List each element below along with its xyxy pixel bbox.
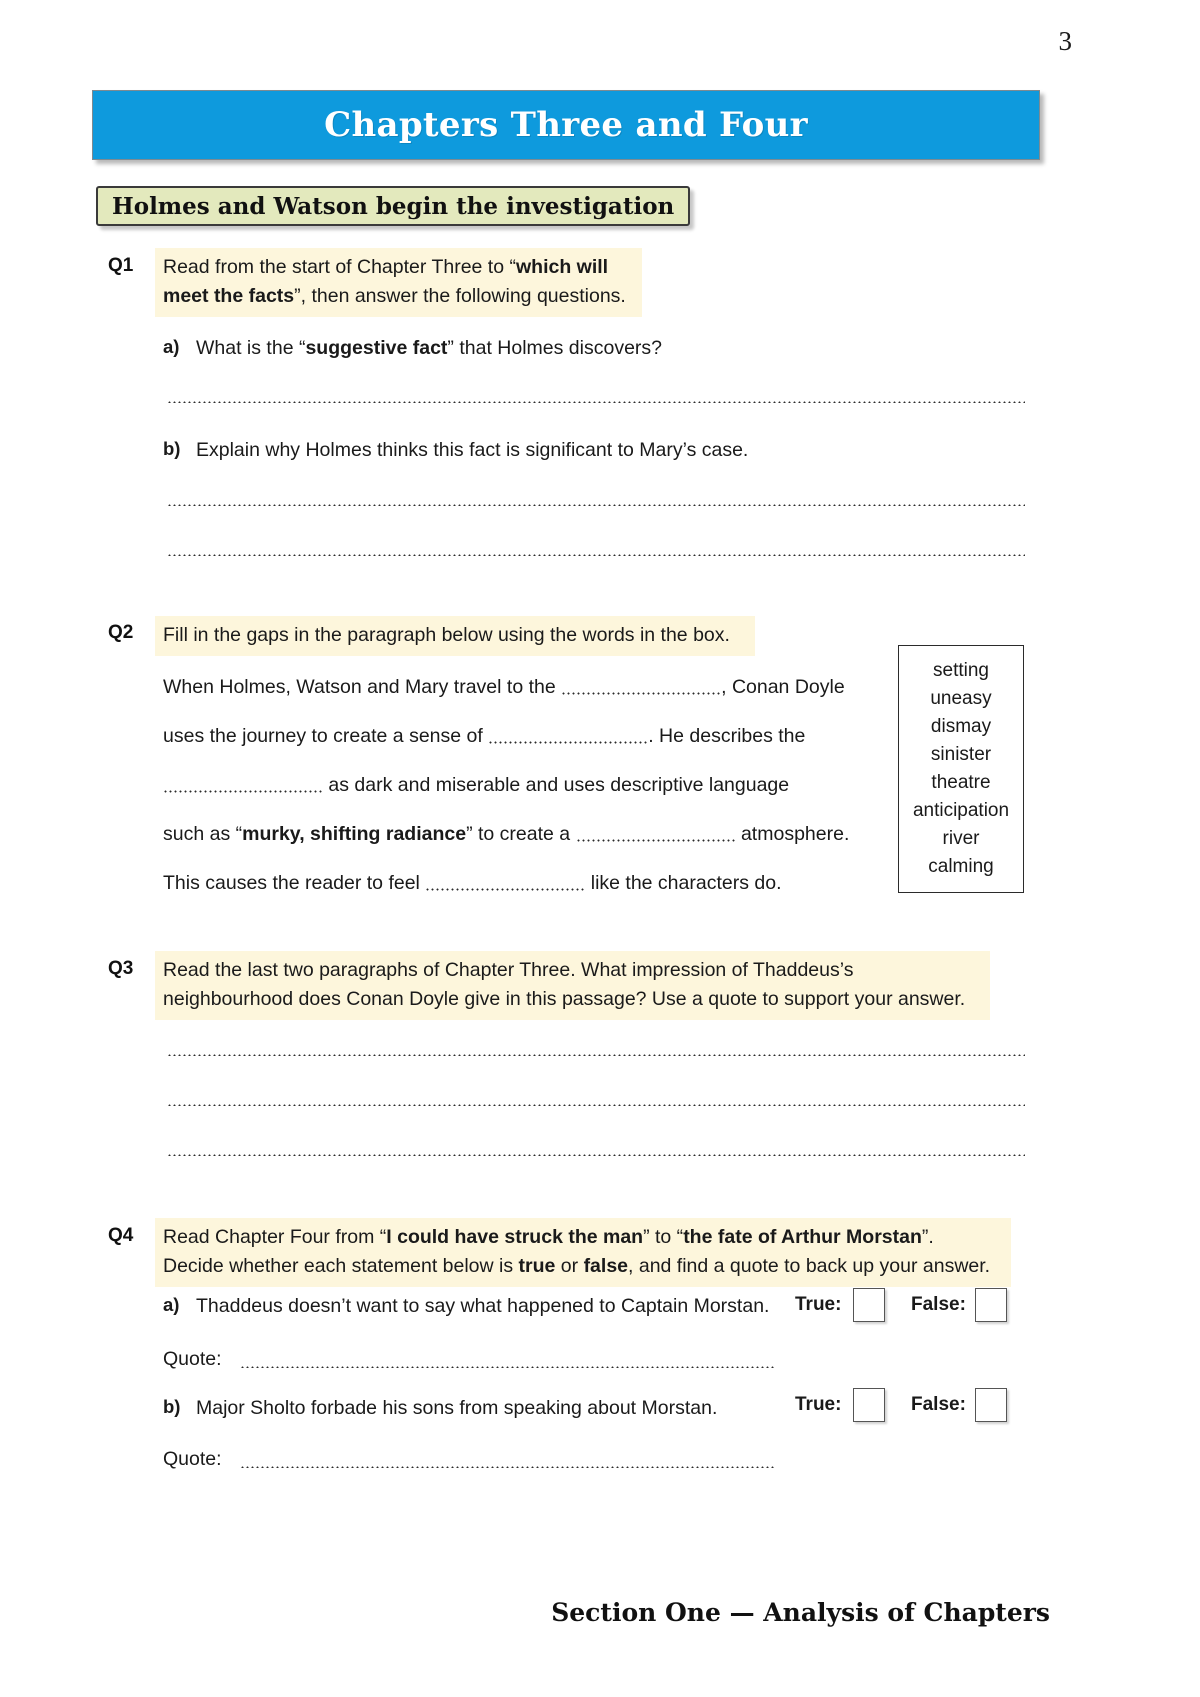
q1-number: Q1 [108,255,134,276]
section-subheading [96,186,690,226]
q4-stem-bold-1: I could have struck the man [386,1226,644,1248]
q3-answer-line-1[interactable] [167,1053,1025,1056]
q3-stem-line-1: Read the last two paragraphs of Chapter Three. What impression of Thaddeus’s [163,959,854,981]
q4b-false-checkbox[interactable] [975,1388,1007,1422]
q2-line2-after: . He describes the [648,725,806,747]
q4b-quote-label: Quote: [163,1448,222,1470]
q4b-true-label: True: [795,1394,842,1415]
q2-line1-after: , Conan Doyle [721,676,845,698]
q2-line3-after: as dark and miserable and uses descriptive language [323,774,790,796]
q2-gap-4[interactable] [576,826,736,842]
q1-stem-text-2: ”, then answer the following questions. [294,285,626,307]
page-number: 3 [1058,26,1072,56]
q4-stem-text-6: , and find a quote to back up your answer. [628,1255,991,1277]
q3-answer-line-2[interactable] [167,1103,1025,1106]
q4-stem-bold-3: true [518,1255,556,1277]
q1a-label: a) [163,336,180,357]
q1-stem-bold-2: meet the facts [163,285,295,307]
q2-number: Q2 [108,622,134,643]
q4-stem-text-4: Decide whether each statement below is [163,1255,519,1277]
q4-stem-text-1: Read Chapter Four from “ [163,1226,387,1248]
q4-stem [155,1218,1011,1287]
q2-paragraph-line-2 [163,725,805,748]
q4a-false-checkbox[interactable] [975,1288,1007,1322]
q4b-false-label: False: [911,1394,966,1415]
q4a-false-label: False: [911,1294,966,1315]
q4a-quote-label: Quote: [163,1348,222,1370]
q2-gap-5[interactable] [425,875,585,891]
q1a-text-bold: suggestive fact [305,337,448,359]
q2-line4-before-b: ” to create a [466,823,576,845]
q2-stem: Fill in the gaps in the paragraph below using the words in the box. [155,616,755,656]
q1-stem-text-1: Read from the start of Chapter Three to “ [163,256,516,278]
q2-line4-after: atmosphere. [735,823,850,845]
word-bank-item: theatre [931,772,991,793]
q4a-statement: Thaddeus doesn’t want to say what happened to Captain Morstan. [196,1295,770,1317]
q1a-text-before: What is the “ [196,337,306,359]
q2-gap-1[interactable] [561,679,721,695]
q3-number: Q3 [108,958,134,979]
q1b-answer-line-2[interactable] [167,553,1025,556]
q2-line2-before: uses the journey to create a sense of [163,725,489,747]
q2-gap-2[interactable] [488,728,648,744]
q4b-statement: Major Sholto forbade his sons from speaking about Morstan. [196,1397,718,1419]
q2-line4-before-a: such as “ [163,823,243,845]
q4a-label: a) [163,1294,180,1315]
word-bank-item: river [942,828,980,849]
q4b-label: b) [163,1396,181,1417]
q2-line1-before: When Holmes, Watson and Mary travel to the [163,676,562,698]
q4-number: Q4 [108,1225,134,1246]
q2-line5-before: This causes the reader to feel [163,872,426,894]
q2-paragraph-line-1 [163,676,845,699]
q1-stem [155,248,642,317]
q4-stem-bold-4: false [583,1255,629,1277]
banner-title: Chapters Three and Four [324,105,808,145]
word-bank-item: anticipation [912,800,1010,821]
word-bank-item: sinister [930,744,992,765]
q2-paragraph-line-5 [163,872,782,895]
q1a-answer-line[interactable] [167,400,1025,403]
q4-stem-bold-2: the fate of Arthur Morstan [683,1226,922,1248]
q4b-quote-line[interactable] [240,1465,775,1468]
q1a-text-after: ” that Holmes discovers? [447,337,662,359]
q4-stem-text-5: or [555,1255,584,1277]
q1-stem-bold-1: which will [515,256,609,278]
chapter-banner [92,90,1040,160]
q1b-text: Explain why Holmes thinks this fact is significant to Mary’s case. [196,439,749,461]
q2-word-bank [898,645,1024,893]
section-subheading-label: Holmes and Watson begin the investigation [112,192,675,220]
q1b-label: b) [163,438,181,459]
q4a-true-label: True: [795,1294,842,1315]
q4-stem-text-3: ”. [921,1226,934,1248]
q2-line5-after: like the characters do. [585,872,782,894]
word-bank-item: calming [928,856,994,877]
q2-gap-3[interactable] [163,777,323,793]
q4b-true-checkbox[interactable] [853,1388,885,1422]
q3-answer-line-3[interactable] [167,1153,1025,1156]
q4a-true-checkbox[interactable] [853,1288,885,1322]
word-bank-item: dismay [930,716,992,737]
q3-stem [155,951,990,1020]
q2-paragraph-line-3 [163,774,789,797]
q2-paragraph-line-4 [163,823,849,846]
q3-stem-line-2: neighbourhood does Conan Doyle give in this passage? Use a quote to support your answer. [163,988,966,1010]
word-bank-item: setting [933,660,989,681]
q4a-quote-line[interactable] [240,1365,775,1368]
q1a-text [196,334,662,362]
q2-line4-bold: murky, shifting radiance [242,823,467,845]
q4-stem-text-2: ” to “ [643,1226,684,1248]
page-footer: Section One — Analysis of Chapters [551,1598,1050,1627]
q1b-answer-line-1[interactable] [167,503,1025,506]
word-bank-item: uneasy [930,688,992,709]
